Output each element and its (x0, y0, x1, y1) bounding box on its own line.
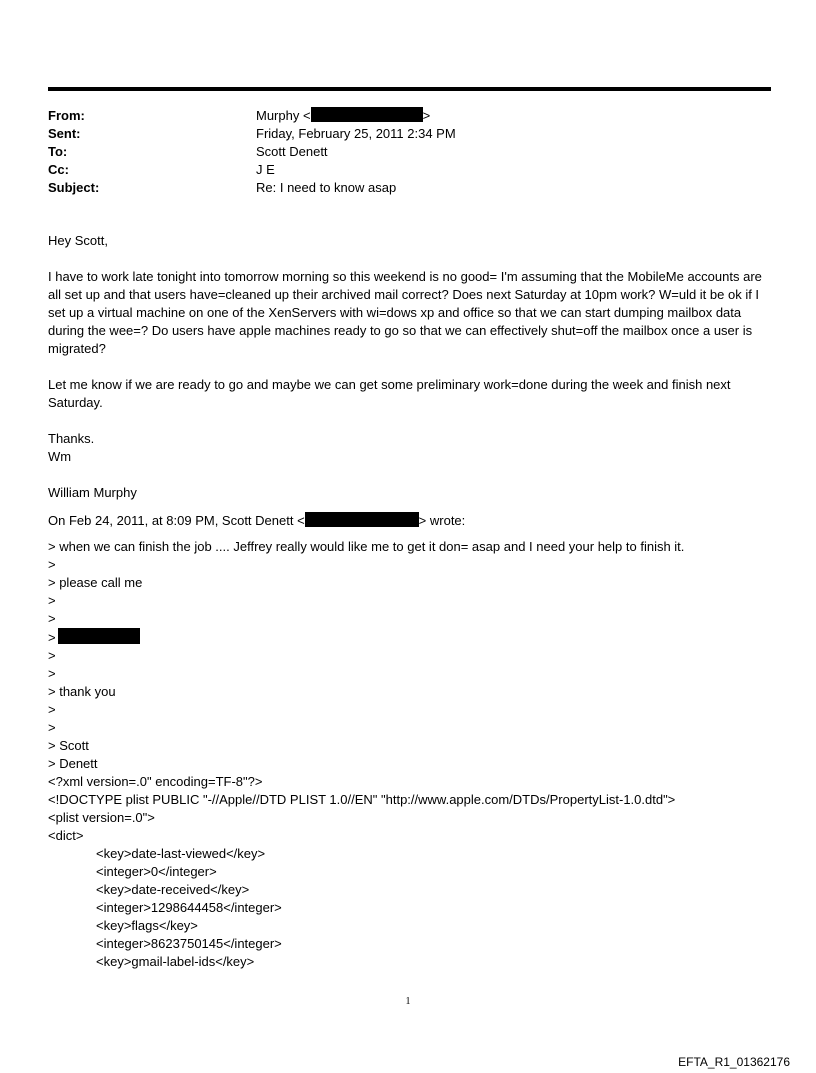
quoted-line: > (48, 593, 56, 608)
quoted-line: > thank you (48, 684, 116, 699)
header-rule (48, 87, 771, 91)
quoted-line: > (48, 666, 56, 681)
xml-line: <integer>8623750145</integer> (96, 936, 282, 951)
quoted-line: > (48, 628, 770, 647)
cc-value: J E (256, 162, 275, 177)
xml-doctype: <!DOCTYPE plist PUBLIC "-//Apple//DTD PLIST 1.0//EN" "http://www.apple.com/DTDs/PropertyList-1.0.dtd"> (48, 792, 676, 807)
quoted-line: > Scott (48, 738, 89, 753)
quoted-line: > please call me (48, 575, 143, 590)
cc-label: Cc: (48, 162, 69, 177)
to-label: To: (48, 144, 68, 159)
subject-value: Re: I need to know asap (256, 180, 397, 195)
initials: Wm (48, 449, 72, 464)
quoted-line: > (48, 557, 56, 572)
greeting: Hey Scott, (48, 233, 108, 248)
redaction-box (305, 512, 419, 527)
thanks: Thanks. (48, 431, 95, 446)
sent-value: Friday, February 25, 2011 2:34 PM (256, 126, 456, 141)
quoted-line: > (48, 702, 56, 717)
xml-plist: <plist version=.0"> (48, 810, 155, 825)
quoted-line: > (48, 720, 56, 735)
signature: William Murphy (48, 485, 137, 500)
paragraph-2: Let me know if we are ready to go and maybe we can get some preliminary work=done during the week and finish next Saturday. (48, 377, 731, 410)
xml-dict: <dict> (48, 828, 84, 843)
xml-line: <integer>0</integer> (96, 864, 217, 879)
from-label: From: (48, 108, 85, 123)
subject-row (48, 179, 456, 197)
xml-line: <key>date-received</key> (96, 882, 250, 897)
quoted-line: > when we can finish the job .... Jeffrey really would like me to get it don= asap and I need your help to finish it. (48, 539, 685, 554)
email-header (48, 107, 456, 197)
cc-row (48, 161, 456, 179)
xml-line: <integer>1298644458</integer> (96, 900, 282, 915)
xml-line: <key>flags</key> (96, 918, 198, 933)
email-body (48, 232, 770, 971)
to-value: Scott Denett (256, 144, 328, 159)
page-number: 1 (405, 996, 411, 1007)
to-row (48, 143, 456, 161)
paragraph-1: I have to work late tonight into tomorrow morning so this weekend is no good= I'm assuming that the MobileMe accounts are all set up and that users have=cleaned up their archived mail correct? Does next Saturday at 10pm work? W=uld it be ok if I set up a virtual machine on one of the XenServers with wi=dows xp and office so that we can start dumping mailbox data during the wee=? Do users have apple machines ready to go so that we can effectively shut=off the mailbox once a user is migrated? (48, 269, 762, 356)
quote-intro: On Feb 24, 2011, at 8:09 PM, Scott Denett < > wrote: (48, 513, 466, 528)
redaction-box (311, 107, 423, 122)
sent-label: Sent: (48, 126, 81, 141)
from-value: Murphy < > (256, 108, 431, 123)
subject-label: Subject: (48, 180, 100, 195)
xml-declaration: <?xml version=.0" encoding=TF-8"?> (48, 774, 263, 789)
xml-line: <key>date-last-viewed</key> (96, 846, 266, 861)
sent-row (48, 125, 456, 143)
xml-line: <key>gmail-label-ids</key> (96, 954, 255, 969)
document-id: EFTA_R1_01362176 (678, 1055, 790, 1069)
quoted-line: > Denett (48, 756, 98, 771)
quoted-line: > (48, 611, 56, 626)
from-row (48, 107, 456, 125)
quoted-line: > (48, 648, 56, 663)
redaction-box (58, 628, 140, 644)
